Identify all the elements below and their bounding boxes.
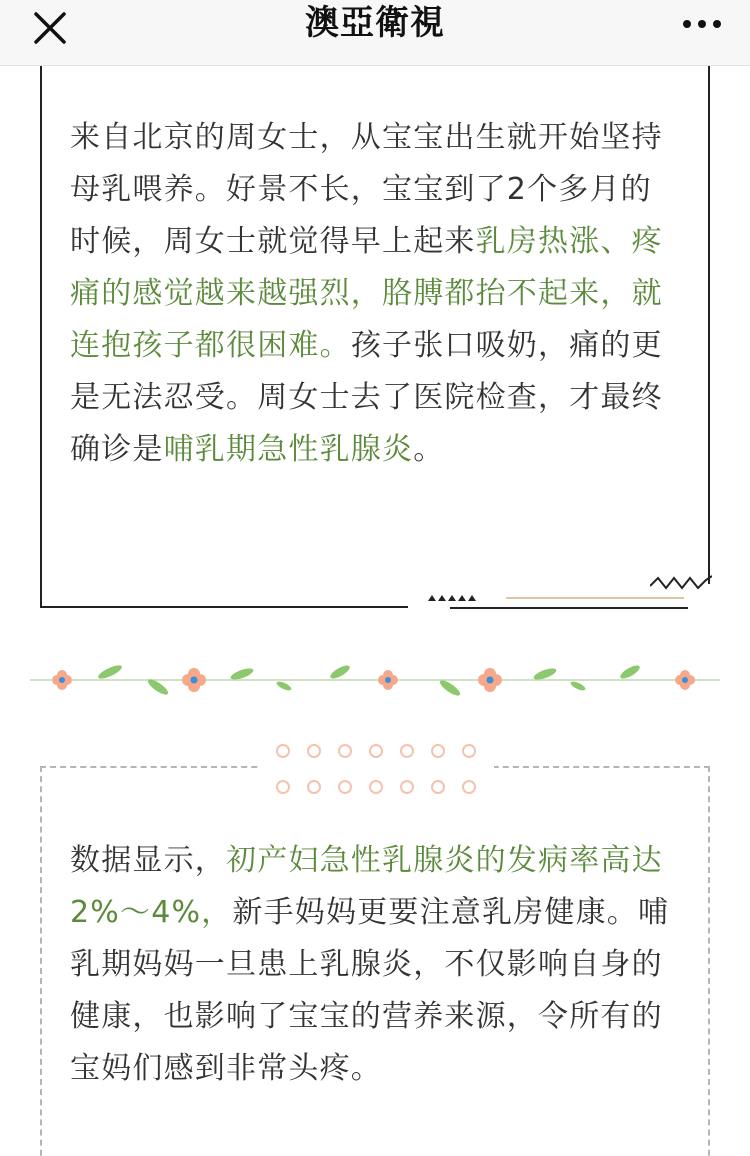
more-icon-dot <box>713 20 721 28</box>
circle-dot <box>307 780 321 794</box>
stats-text-2: 新手妈妈更要注意乳房健康。哺乳期妈妈一旦患上乳腺炎，不仅影响自身的健康，也影响了宝宝的营养来源，令所有的宝妈们感到非常头疼。 <box>70 895 670 1086</box>
more-button[interactable] <box>676 6 728 42</box>
circle-dot <box>307 744 321 758</box>
circle-dots-decoration-icon <box>270 738 490 802</box>
circle-dot <box>338 780 352 794</box>
more-icon-dot <box>698 20 706 28</box>
stats-highlight: 初产妇急性乳腺炎的发病率高达2%～4%， <box>70 843 663 930</box>
top-nav-bar <box>0 0 750 66</box>
circle-dot <box>400 744 414 758</box>
frame-border-bottom <box>40 606 408 608</box>
story-text-1: 来自北京的周女士，从宝宝出生就开始坚持母乳喂养。好景不长，宝宝到了2个多月的时候，周女士就觉得早上起来 <box>70 120 663 259</box>
circle-dot <box>338 744 352 758</box>
story-text-3: 。 <box>413 432 445 467</box>
stats-text-1: 数据显示， <box>70 843 226 878</box>
triangle-row-decoration-icon <box>428 592 482 602</box>
circle-dot <box>462 744 476 758</box>
circle-dot <box>462 780 476 794</box>
circle-dot <box>276 744 290 758</box>
story-highlight-2: 哺乳期急性乳腺炎 <box>163 432 414 467</box>
gold-line-decoration <box>506 597 684 599</box>
story-highlight-1: 乳房热涨、疼痛的感觉越来越强烈，胳膊都抬不起来，就连抱孩子都很困难。 <box>70 224 663 363</box>
frame-underline <box>450 607 688 609</box>
circle-dot <box>431 780 445 794</box>
more-icon <box>683 20 691 28</box>
circle-dot <box>431 744 445 758</box>
floral-divider-icon <box>30 650 720 700</box>
circle-dot <box>276 780 290 794</box>
page-title: 澳亞衛視 <box>305 3 445 43</box>
circle-dot <box>400 780 414 794</box>
zigzag-decoration-icon <box>650 574 712 594</box>
frame-border-right <box>708 66 710 584</box>
frame-border-left <box>40 66 42 608</box>
circle-dot <box>369 744 383 758</box>
stats-paragraph <box>70 835 682 1095</box>
story-paragraph <box>70 112 680 476</box>
story-text-2: 孩子张口吸奶，痛的更是无法忍受。周女士去了医院检查，才最终确诊是 <box>70 328 663 467</box>
circle-dot <box>369 780 383 794</box>
